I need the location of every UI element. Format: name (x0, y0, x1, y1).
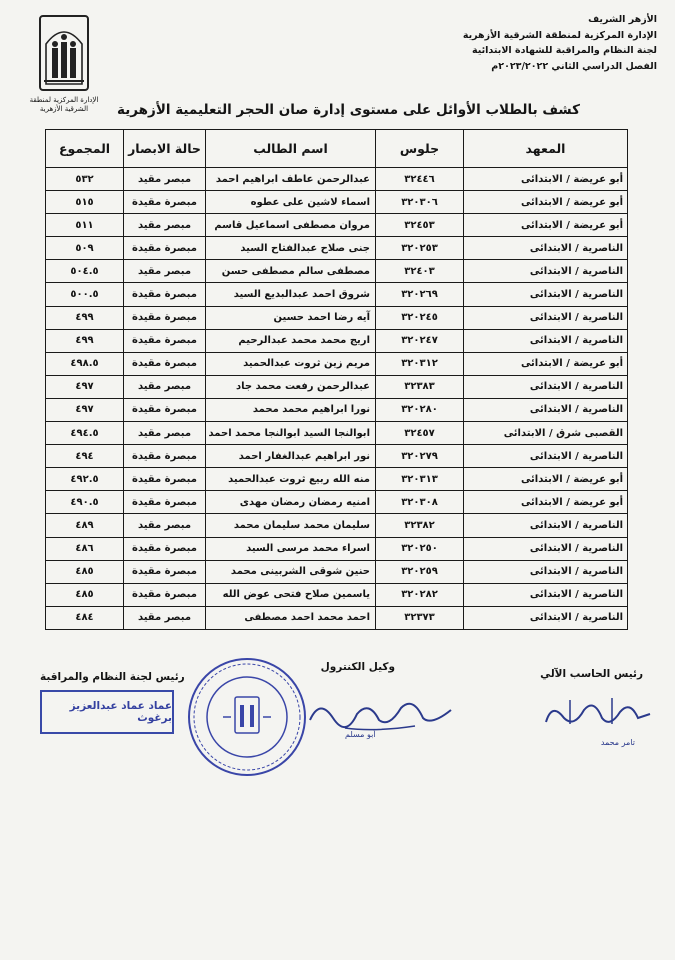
cell-institute: الناصرية / الابتدائى (464, 329, 628, 352)
cell-institute: الناصرية / الابتدائى (464, 375, 628, 398)
cell-student-name: احمد محمد احمد مصطفى (206, 606, 376, 629)
cell-seat-number: ٣٢٠٣١٣ (376, 468, 464, 491)
cell-seat-number: ٣٢٠٢٥٩ (376, 560, 464, 583)
cell-vision-status: مبصرة مقيدة (124, 537, 206, 560)
table-row (46, 283, 628, 306)
cell-student-name: سليمان محمد سليمان محمد (206, 514, 376, 537)
table-row (46, 237, 628, 260)
cell-seat-number: ٣٢٤٥٣ (376, 214, 464, 237)
computer-head-label: رئيس الحاسب الآلي (540, 668, 643, 680)
cell-student-name: منه الله ربيع ثروت عبدالحميد (206, 468, 376, 491)
control-deputy-label: وكيل الكنترول (320, 661, 395, 673)
header-line: لجنة النظام والمراقبة للشهادة الابتدائية (471, 45, 657, 56)
cell-vision-status: مبصرة مقيدة (124, 468, 206, 491)
committee-head-label: رئيس لجنة النظام والمراقبة (40, 671, 185, 683)
cell-seat-number: ٣٢٠٢٦٩ (376, 283, 464, 306)
header-line: الأزهر الشريف (588, 14, 657, 25)
cell-institute: الناصرية / الابتدائى (464, 606, 628, 629)
cell-total-score: ٤٩٧ (46, 375, 124, 398)
control-deputy-signature-text: أبو مسلم (345, 730, 376, 739)
cell-student-name: اريج محمد محمد عبدالرحيم (206, 329, 376, 352)
cell-vision-status: مبصر مقيد (124, 514, 206, 537)
cell-total-score: ٥١١ (46, 214, 124, 237)
cell-student-name: ياسمين صلاح فتحى عوض الله (206, 583, 376, 606)
table-row (46, 514, 628, 537)
cell-student-name: مروان مصطفى اسماعيل قاسم (206, 214, 376, 237)
column-header-total: المجموع (46, 130, 124, 168)
cell-vision-status: مبصرة مقيدة (124, 283, 206, 306)
cell-institute: أبو عريضة / الابتدائى (464, 468, 628, 491)
cell-vision-status: مبصرة مقيدة (124, 398, 206, 421)
committee-head-name-stamp: عماد عماد عبدالعزيز برغوث (40, 690, 174, 734)
cell-institute: الناصرية / الابتدائى (464, 237, 628, 260)
cell-student-name: ابوالنجا السيد ابوالنجا محمد احمد (206, 422, 376, 445)
cell-seat-number: ٣٢٣٧٣ (376, 606, 464, 629)
cell-vision-status: مبصرة مقيدة (124, 445, 206, 468)
cell-student-name: اسماء لاشين على عطوه (206, 191, 376, 214)
cell-total-score: ٤٨٦ (46, 537, 124, 560)
cell-vision-status: مبصرة مقيدة (124, 329, 206, 352)
cell-total-score: ٤٨٤ (46, 606, 124, 629)
cell-vision-status: مبصر مقيد (124, 168, 206, 191)
cell-seat-number: ٣٢٠٢٧٩ (376, 445, 464, 468)
cell-seat-number: ٣٢٠٣١٢ (376, 352, 464, 375)
cell-total-score: ٤٩٢.٥ (46, 468, 124, 491)
cell-seat-number: ٣٢٠٢٨٢ (376, 583, 464, 606)
cell-vision-status: مبصر مقيد (124, 375, 206, 398)
cell-total-score: ٤٩٧ (46, 398, 124, 421)
cell-vision-status: مبصرة مقيدة (124, 306, 206, 329)
cell-student-name: عبدالرحمن رفعت محمد جاد (206, 375, 376, 398)
cell-institute: أبو عريضة / الابتدائى (464, 168, 628, 191)
table-row (46, 260, 628, 283)
cell-institute: أبو عريضة / الابتدائى (464, 191, 628, 214)
al-azhar-logo-icon (38, 14, 90, 92)
cell-total-score: ٤٨٥ (46, 583, 124, 606)
cell-vision-status: مبصرة مقيدة (124, 491, 206, 514)
cell-student-name: جنى صلاح عبدالفتاح السيد (206, 237, 376, 260)
cell-institute: الناصرية / الابتدائى (464, 537, 628, 560)
cell-vision-status: مبصرة مقيدة (124, 191, 206, 214)
document-title: كشف بالطلاب الأوائل على مستوى إدارة صان الحجر التعليمية الأزهرية (117, 102, 580, 118)
cell-vision-status: مبصر مقيد (124, 260, 206, 283)
cell-seat-number: ٣٢٠٢٤٥ (376, 306, 464, 329)
cell-student-name: نور ابراهيم عبدالغفار احمد (206, 445, 376, 468)
cell-institute: الناصرية / الابتدائى (464, 560, 628, 583)
cell-total-score: ٤٨٩ (46, 514, 124, 537)
table-row (46, 168, 628, 191)
cell-institute: الناصرية / الابتدائى (464, 398, 628, 421)
header-institution-block (387, 12, 657, 74)
header-line: الإدارة المركزية لمنطقة الشرقية الأزهرية (462, 29, 657, 41)
control-deputy-signature-icon (305, 690, 455, 735)
cell-vision-status: مبصرة مقيدة (124, 583, 206, 606)
cell-total-score: ٤٩٨.٥ (46, 352, 124, 375)
cell-student-name: آيه رضا احمد حسين (206, 306, 376, 329)
cell-seat-number: ٣٢٠٢٥٠ (376, 537, 464, 560)
cell-student-name: مصطفى سالم مصطفى حسن (206, 260, 376, 283)
table-row (46, 352, 628, 375)
table-row (46, 560, 628, 583)
cell-seat-number: ٣٢٠٣٠٨ (376, 491, 464, 514)
cell-student-name: مريم زين ثروت عبدالحميد (206, 352, 376, 375)
cell-student-name: شروق احمد عبدالبديع السيد (206, 283, 376, 306)
table-row (46, 583, 628, 606)
cell-institute: أبو عريضة / الابتدائى (464, 214, 628, 237)
table-row (46, 214, 628, 237)
cell-total-score: ٥٠٠.٥ (46, 283, 124, 306)
cell-institute: الناصرية / الابتدائى (464, 306, 628, 329)
cell-seat-number: ٣٢٠٢٤٧ (376, 329, 464, 352)
cell-total-score: ٤٩٩ (46, 329, 124, 352)
cell-institute: الناصرية / الابتدائى (464, 583, 628, 606)
column-header-seat: جلوس (376, 130, 464, 168)
table-body (46, 168, 628, 630)
cell-institute: الناصرية / الابتدائى (464, 445, 628, 468)
cell-vision-status: مبصر مقيد (124, 422, 206, 445)
computer-head-signature-icon (540, 688, 655, 736)
cell-student-name: نورا ابراهيم محمد محمد (206, 398, 376, 421)
table-row (46, 306, 628, 329)
cell-seat-number: ٣٢٤٠٣ (376, 260, 464, 283)
cell-total-score: ٥٣٢ (46, 168, 124, 191)
table-row (46, 329, 628, 352)
table-row (46, 445, 628, 468)
cell-institute: أبو عريضة / الابتدائى (464, 352, 628, 375)
cell-total-score: ٥١٥ (46, 191, 124, 214)
logo-caption: الإدارة المركزية لمنطقة الشرقية الأزهرية (29, 96, 99, 113)
table-row (46, 606, 628, 629)
cell-student-name: عبدالرحمن عاطف ابراهيم احمد (206, 168, 376, 191)
cell-total-score: ٥٠٤.٥ (46, 260, 124, 283)
cell-total-score: ٤٩٤ (46, 445, 124, 468)
table-row (46, 491, 628, 514)
column-header-institute: المعهد (464, 130, 628, 168)
cell-seat-number: ٣٢٣٨٣ (376, 375, 464, 398)
cell-institute: أبو عريضة / الابتدائى (464, 491, 628, 514)
cell-institute: الناصرية / الابتدائى (464, 283, 628, 306)
cell-seat-number: ٣٢٣٨٢ (376, 514, 464, 537)
institute-round-stamp-icon (185, 655, 310, 780)
computer-head-signature-text: تامر محمد (600, 738, 635, 747)
table-row (46, 468, 628, 491)
table-row (46, 398, 628, 421)
cell-total-score: ٤٩٠.٥ (46, 491, 124, 514)
column-header-status: حالة الابصار (124, 130, 206, 168)
cell-total-score: ٤٩٩ (46, 306, 124, 329)
column-header-name: اسم الطالب (206, 130, 376, 168)
cell-seat-number: ٣٢٠٣٠٦ (376, 191, 464, 214)
cell-vision-status: مبصر مقيد (124, 606, 206, 629)
students-table (45, 129, 628, 630)
cell-seat-number: ٣٢٠٢٥٣ (376, 237, 464, 260)
cell-institute: الناصرية / الابتدائى (464, 514, 628, 537)
table-header-row (46, 130, 628, 168)
header-line: الفصل الدراسي الثاني ٢٠٢٣/٢٠٢٢م (491, 60, 657, 72)
cell-total-score: ٥٠٩ (46, 237, 124, 260)
cell-student-name: حنين شوقى الشربينى محمد (206, 560, 376, 583)
cell-vision-status: مبصرة مقيدة (124, 352, 206, 375)
cell-vision-status: مبصرة مقيدة (124, 237, 206, 260)
cell-vision-status: مبصر مقيد (124, 214, 206, 237)
cell-institute: القصبى شرق / الابتدائى (464, 422, 628, 445)
table-row (46, 191, 628, 214)
cell-seat-number: ٣٢٤٥٧ (376, 422, 464, 445)
cell-seat-number: ٣٢٠٢٨٠ (376, 398, 464, 421)
table-row (46, 422, 628, 445)
table-row (46, 537, 628, 560)
table-row (46, 375, 628, 398)
cell-student-name: امنيه رمضان رمضان مهدى (206, 491, 376, 514)
cell-student-name: اسراء محمد مرسى السيد (206, 537, 376, 560)
cell-vision-status: مبصرة مقيدة (124, 560, 206, 583)
cell-institute: الناصرية / الابتدائى (464, 260, 628, 283)
cell-seat-number: ٣٢٤٤٦ (376, 168, 464, 191)
cell-total-score: ٤٩٤.٥ (46, 422, 124, 445)
cell-total-score: ٤٨٥ (46, 560, 124, 583)
